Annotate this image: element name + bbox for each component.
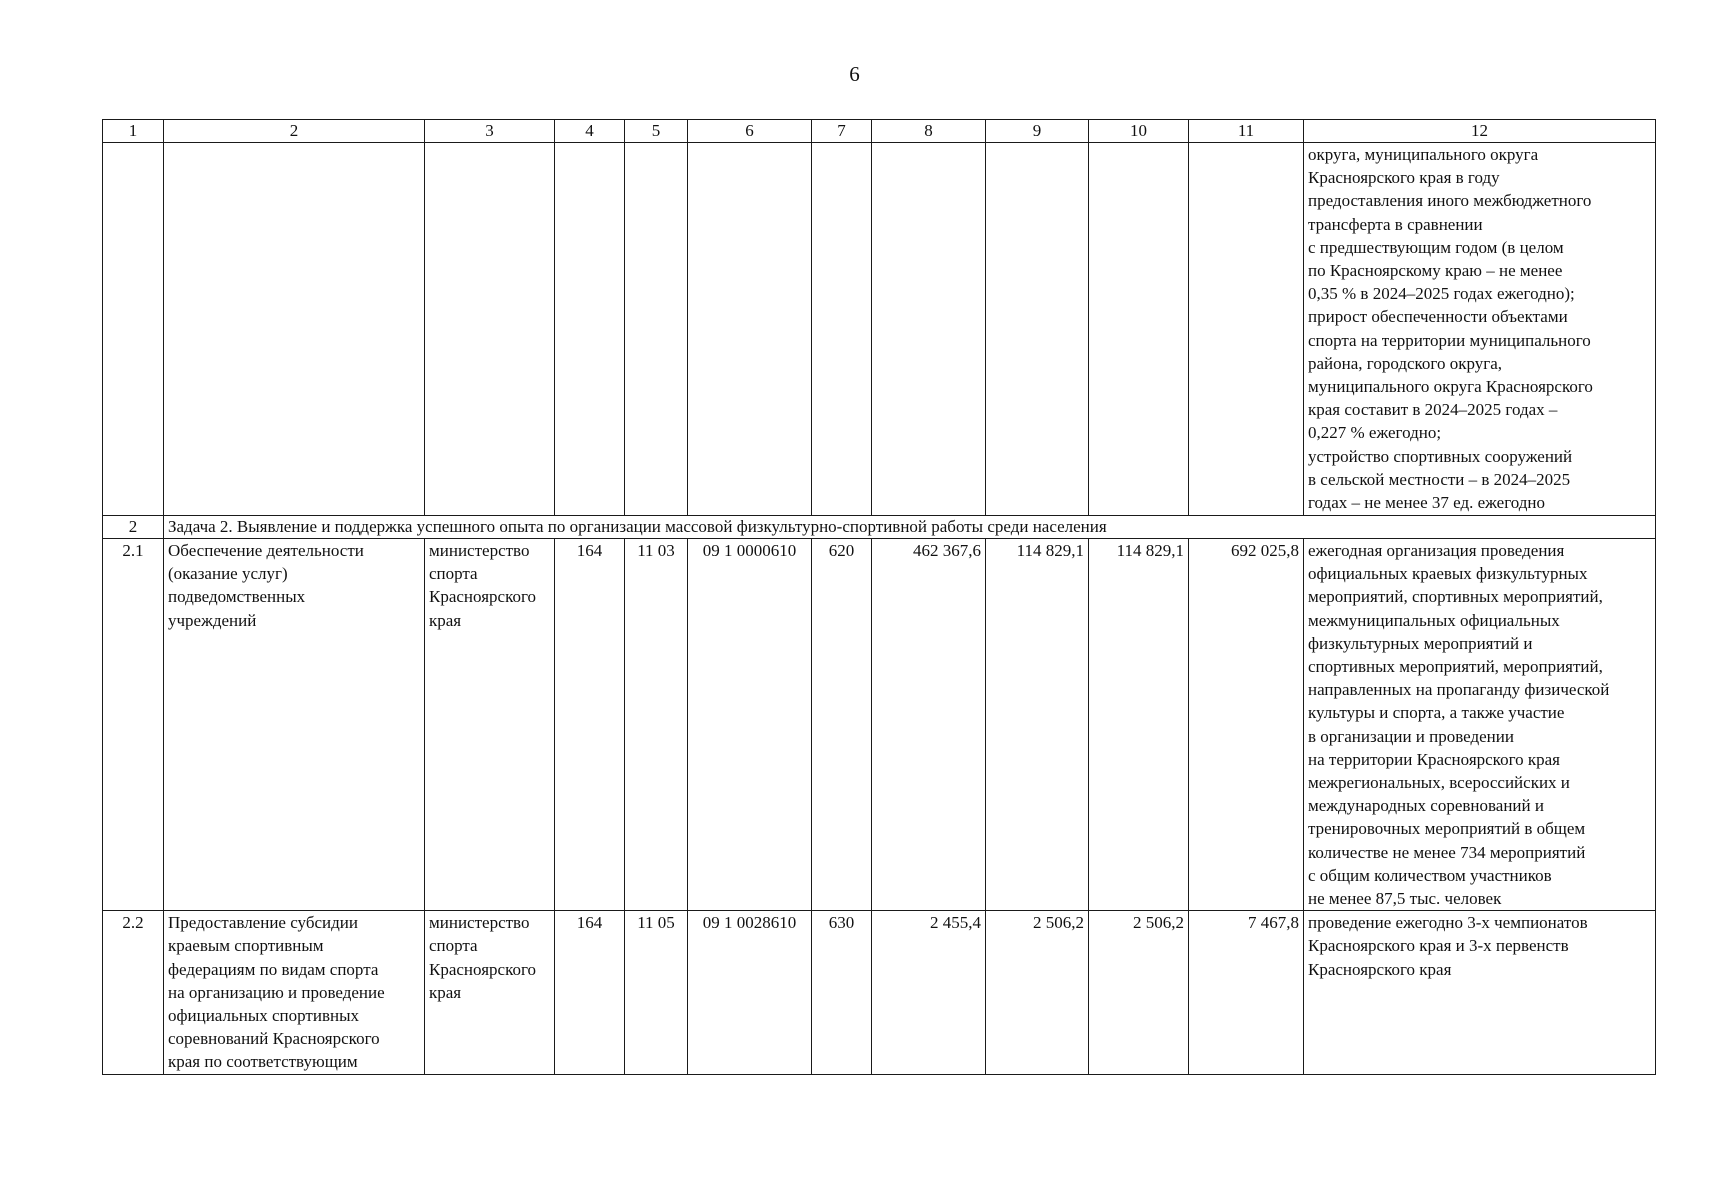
amount-cell: 114 829,1 <box>1089 539 1189 911</box>
header-cell: 9 <box>986 120 1089 143</box>
header-cell: 11 <box>1189 120 1304 143</box>
budget-table <box>102 119 1656 1075</box>
table-row <box>103 539 1656 911</box>
amount-total-cell: 7 467,8 <box>1189 911 1304 1074</box>
header-cell: 6 <box>688 120 812 143</box>
executor: министерство спорта Красноярского края <box>425 911 555 1074</box>
row-number: 2.1 <box>103 539 164 911</box>
header-cell: 10 <box>1089 120 1189 143</box>
result-cell: округа, муниципального округа Красноярского края в году предоставления иного межбюджетного трансферта в сравнении с предшествующим годом (в целом по Красноярскому краю – не менее 0,35 % в 2024–2025 годах ежегодно); прирост обеспеченности объектами спорта на территории муниципального района, городского округа, муниципального округа Красноярского края составит в 2024–2025 годах – 0,227 % ежегодно; устройство спортивных сооружений в сельской местности – в 2024–2025 годах – не менее 37 ед. ежегодно <box>1304 143 1656 516</box>
grbs-code: 164 <box>555 911 625 1074</box>
empty-cell <box>1189 143 1304 516</box>
header-cell: 5 <box>625 120 688 143</box>
amount-cell: 462 367,6 <box>872 539 986 911</box>
task-title: Задача 2. Выявление и поддержка успешного опыта по организации массовой физкультурно-спортивной работы среди населения <box>164 516 1656 539</box>
table-row-continuation <box>103 143 1656 516</box>
empty-cell <box>164 143 425 516</box>
amount-cell: 2 506,2 <box>1089 911 1189 1074</box>
amount-cell: 2 506,2 <box>986 911 1089 1074</box>
expense-type-code: 630 <box>812 911 872 1074</box>
activity-name: Обеспечение деятельности (оказание услуг) подведомственных учреждений <box>164 539 425 911</box>
header-cell: 1 <box>103 120 164 143</box>
result-cell: ежегодная организация проведения официальных краевых физкультурных мероприятий, спортивных мероприятий, межмуниципальных официальных физкультурных мероприятий и спортивных мероприятий, мероприятий, направленных на пропаганду физической культуры и спорта, а также участие в организации и проведении на территории Красноярского края межрегиональных, всероссийских и международных соревнований и тренировочных мероприятий в общем количестве не менее 734 мероприятий с общим количеством участников не менее 87,5 тыс. человек <box>1304 539 1656 911</box>
page-number: 6 <box>849 62 860 86</box>
empty-cell <box>872 143 986 516</box>
amount-total-cell: 692 025,8 <box>1189 539 1304 911</box>
result-cell: проведение ежегодно 3-х чемпионатов Красноярского края и 3-х первенств Красноярского края <box>1304 911 1656 1074</box>
target-article-code: 09 1 0028610 <box>688 911 812 1074</box>
activity-name: Предоставление субсидии краевым спортивным федерациям по видам спорта на организацию и проведение официальных спортивных соревнований Красноярского края по соответствующим <box>164 911 425 1074</box>
empty-cell <box>425 143 555 516</box>
task-row <box>103 516 1656 539</box>
row-number: 2.2 <box>103 911 164 1074</box>
amount-cell: 2 455,4 <box>872 911 986 1074</box>
target-article-code: 09 1 0000610 <box>688 539 812 911</box>
header-cell: 2 <box>164 120 425 143</box>
empty-cell <box>625 143 688 516</box>
empty-cell <box>1089 143 1189 516</box>
empty-cell <box>986 143 1089 516</box>
task-number: 2 <box>103 516 164 539</box>
expense-type-code: 620 <box>812 539 872 911</box>
empty-cell <box>103 143 164 516</box>
empty-cell <box>555 143 625 516</box>
header-cell: 8 <box>872 120 986 143</box>
empty-cell <box>688 143 812 516</box>
section-code: 11 05 <box>625 911 688 1074</box>
table-row <box>103 911 1656 1074</box>
header-cell: 12 <box>1304 120 1656 143</box>
header-cell: 3 <box>425 120 555 143</box>
header-cell: 7 <box>812 120 872 143</box>
table-header-row <box>103 120 1656 143</box>
header-cell: 4 <box>555 120 625 143</box>
executor: министерство спорта Красноярского края <box>425 539 555 911</box>
empty-cell <box>812 143 872 516</box>
grbs-code: 164 <box>555 539 625 911</box>
amount-cell: 114 829,1 <box>986 539 1089 911</box>
section-code: 11 03 <box>625 539 688 911</box>
